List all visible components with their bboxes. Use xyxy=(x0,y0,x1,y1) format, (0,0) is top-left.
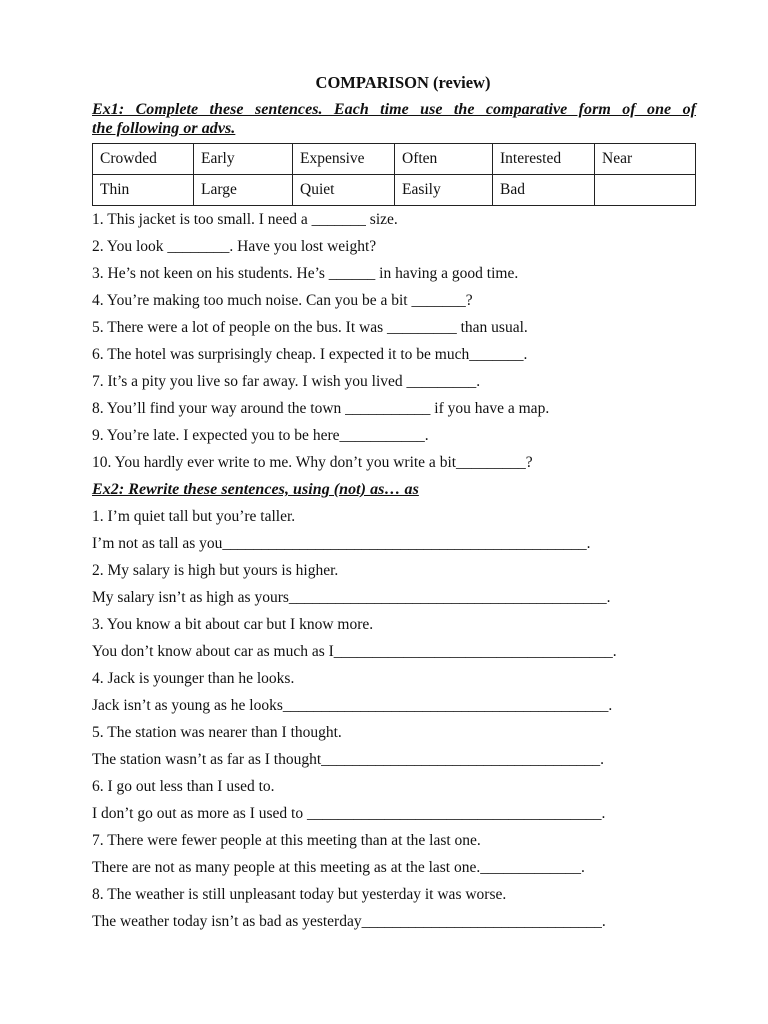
word-bank-cell-empty xyxy=(595,175,696,206)
ex2-heading: Ex2: Rewrite these sentences, using (not) as… as xyxy=(92,481,419,498)
ex1-sentence: 4. You’re making too much noise. Can you be a bit _______? xyxy=(92,292,473,309)
word-bank-cell: Near xyxy=(595,144,696,175)
word-bank-row xyxy=(93,175,696,206)
word-bank-cell: Interested xyxy=(493,144,595,175)
ex2-answer-line: The weather today isn’t as bad as yesterday_______________________________. xyxy=(92,913,606,930)
word-bank-row xyxy=(93,144,696,175)
ex1-sentence: 3. He’s not keen on his students. He’s ______ in having a good time. xyxy=(92,265,519,282)
ex1-sentence: 9. You’re late. I expected you to be here___________. xyxy=(92,427,429,444)
word-bank-cell: Thin xyxy=(93,175,194,206)
word-bank-cell: Easily xyxy=(395,175,493,206)
ex1-sentence-list xyxy=(92,206,696,476)
page-title: COMPARISON (review) xyxy=(315,73,491,92)
ex1-heading-line-1: Ex1: Complete these sentences. Each time use the comparative form of one of xyxy=(92,101,696,118)
ex2-prompt: 1. I’m quiet tall but you’re taller. xyxy=(92,508,296,525)
ex1-sentence: 8. You’ll find your way around the town ___________ if you have a map. xyxy=(92,400,550,417)
worksheet-page xyxy=(92,72,696,935)
ex1-sentence: 2. You look ________. Have you lost weight? xyxy=(92,238,377,255)
ex1-sentence: 1. This jacket is too small. I need a _______ size. xyxy=(92,211,398,228)
word-bank-cell: Early xyxy=(194,144,293,175)
ex1-sentence: 7. It’s a pity you live so far away. I wish you lived _________. xyxy=(92,373,481,390)
word-bank-cell: Crowded xyxy=(93,144,194,175)
word-bank-cell: Large xyxy=(194,175,293,206)
word-bank-table xyxy=(92,143,696,206)
word-bank-cell: Quiet xyxy=(293,175,395,206)
ex2-answer-line: The station wasn’t as far as I thought____________________________________. xyxy=(92,751,605,768)
ex1-heading xyxy=(92,100,696,138)
ex2-prompt: 4. Jack is younger than he looks. xyxy=(92,670,295,687)
ex2-prompt: 3. You know a bit about car but I know more. xyxy=(92,616,374,633)
ex2-prompt: 6. I go out less than I used to. xyxy=(92,778,275,795)
ex1-sentence: 10. You hardly ever write to me. Why don’t you write a bit_________? xyxy=(92,454,533,471)
ex1-sentence: 5. There were a lot of people on the bus. It was _________ than usual. xyxy=(92,319,528,336)
ex2-answer-line: I’m not as tall as you_______________________________________________. xyxy=(92,535,591,552)
ex1-heading-line-2: the following or advs. xyxy=(92,120,236,137)
ex2-prompt: 5. The station was nearer than I thought. xyxy=(92,724,342,741)
ex2-answer-line: You don’t know about car as much as I____________________________________. xyxy=(92,643,617,660)
ex2-answer-line: There are not as many people at this meeting as at the last one._____________. xyxy=(92,859,585,876)
ex2-answer-line: My salary isn’t as high as yours_________________________________________. xyxy=(92,589,611,606)
ex2-prompt: 2. My salary is high but yours is higher. xyxy=(92,562,339,579)
ex2-prompt: 7. There were fewer people at this meeting than at the last one. xyxy=(92,832,481,849)
ex1-sentence: 6. The hotel was surprisingly cheap. I expected it to be much_______. xyxy=(92,346,528,363)
word-bank-cell: Often xyxy=(395,144,493,175)
ex2-answer-line: Jack isn’t as young as he looks__________________________________________. xyxy=(92,697,613,714)
word-bank-cell: Expensive xyxy=(293,144,395,175)
ex2-item-list xyxy=(92,503,696,935)
word-bank-cell: Bad xyxy=(493,175,595,206)
ex2-answer-line: I don’t go out as more as I used to ______________________________________. xyxy=(92,805,606,822)
ex2-prompt: 8. The weather is still unpleasant today but yesterday it was worse. xyxy=(92,886,507,903)
